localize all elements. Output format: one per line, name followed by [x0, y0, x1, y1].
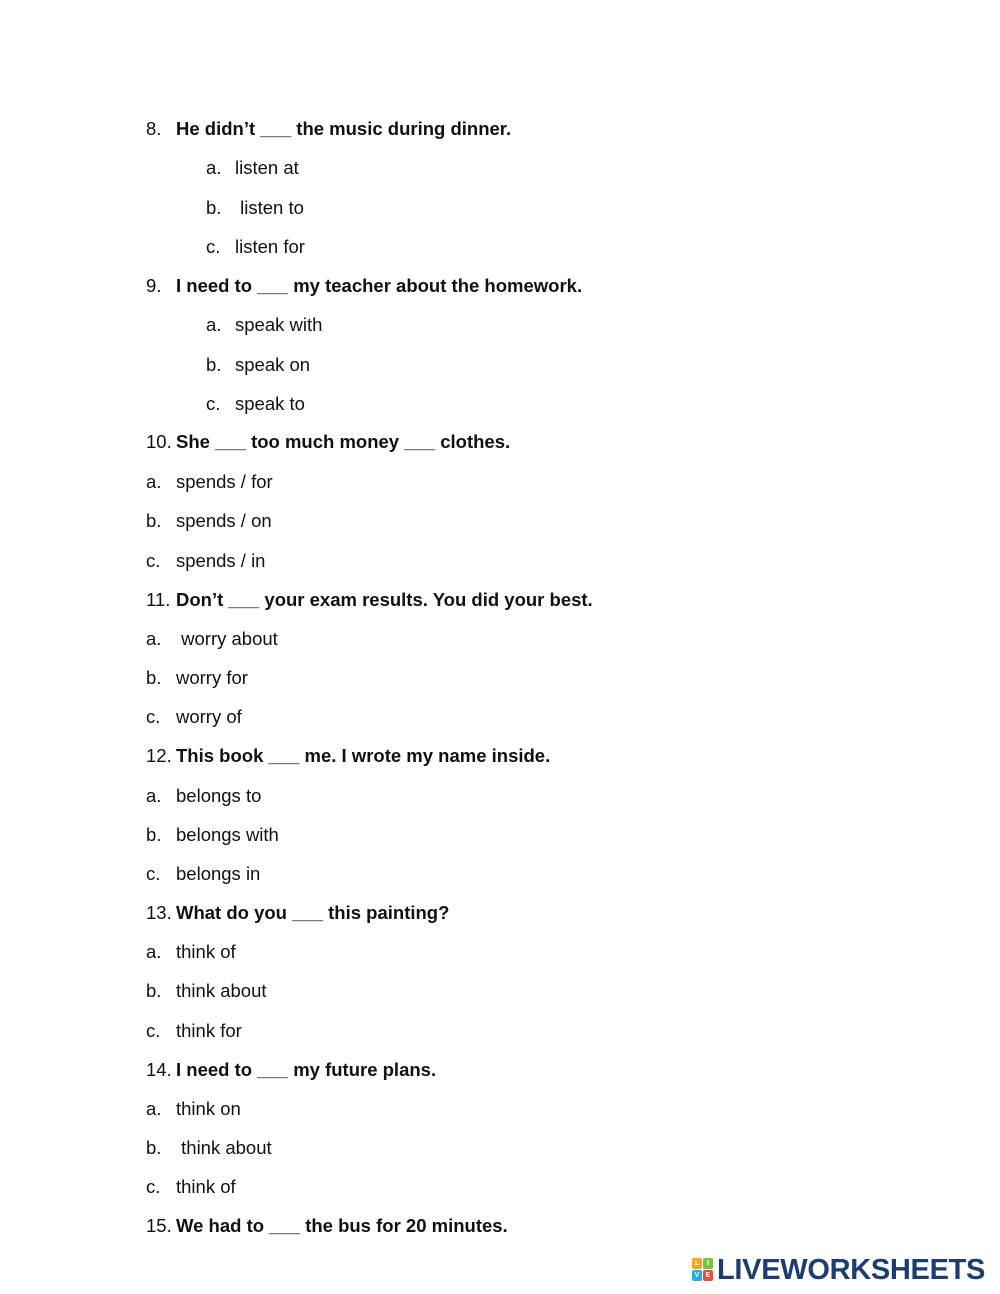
option-letter: c. — [206, 393, 221, 414]
option-text: think about — [176, 1137, 272, 1158]
question-15 — [146, 1215, 508, 1237]
question-text: I need to ___ my future plans. — [176, 1059, 437, 1080]
option-text: think on — [176, 1098, 241, 1119]
question-number: 10. — [146, 431, 172, 452]
option-14c[interactable] — [146, 1176, 236, 1198]
option-letter: c. — [146, 1020, 161, 1041]
question-number: 9. — [146, 275, 162, 296]
option-11c[interactable] — [146, 706, 242, 728]
option-text: think of — [176, 941, 236, 962]
option-text: belongs to — [176, 785, 262, 806]
option-text: listen for — [235, 236, 305, 257]
option-10b[interactable] — [146, 510, 272, 532]
option-text: worry of — [176, 706, 242, 727]
question-9 — [146, 275, 583, 297]
logo-tile-l: L — [692, 1258, 702, 1269]
option-letter: a. — [206, 314, 222, 335]
question-number: 13. — [146, 902, 172, 923]
option-text: think of — [176, 1176, 236, 1197]
question-13 — [146, 902, 450, 924]
logo-tile-e: E — [703, 1270, 713, 1281]
option-9b[interactable] — [206, 354, 311, 376]
option-12b[interactable] — [146, 824, 279, 846]
question-number: 15. — [146, 1215, 172, 1236]
liveworksheets-logo-icon — [692, 1258, 714, 1282]
option-letter: b. — [146, 824, 162, 845]
question-text: We had to ___ the bus for 20 minutes. — [176, 1215, 508, 1236]
question-text: This book ___ me. I wrote my name inside. — [176, 745, 551, 766]
option-11b[interactable] — [146, 667, 248, 689]
question-text: She ___ too much money ___ clothes. — [176, 431, 511, 452]
question-text: He didn’t ___ the music during dinner. — [176, 118, 512, 139]
option-letter: b. — [146, 667, 162, 688]
question-number: 14. — [146, 1059, 172, 1080]
question-14 — [146, 1059, 437, 1081]
option-letter: c. — [206, 236, 221, 257]
question-number: 8. — [146, 118, 162, 139]
option-text: belongs with — [176, 824, 279, 845]
option-8b[interactable] — [206, 197, 304, 219]
option-letter: c. — [146, 550, 161, 571]
option-letter: b. — [146, 1137, 162, 1158]
option-12c[interactable] — [146, 863, 261, 885]
option-14b[interactable] — [146, 1137, 272, 1159]
option-8a[interactable] — [206, 157, 299, 179]
option-letter: a. — [146, 628, 162, 649]
option-13a[interactable] — [146, 941, 236, 963]
option-letter: b. — [146, 980, 162, 1001]
question-8 — [146, 118, 512, 140]
option-text: spends / for — [176, 471, 273, 492]
question-number: 12. — [146, 745, 172, 766]
option-text: listen at — [235, 157, 299, 178]
option-letter: b. — [146, 510, 162, 531]
liveworksheets-logo[interactable] — [692, 1254, 985, 1286]
option-11a[interactable] — [146, 628, 278, 650]
option-8c[interactable] — [206, 236, 305, 258]
option-text: speak to — [235, 393, 305, 414]
option-letter: a. — [146, 941, 162, 962]
option-text: speak on — [235, 354, 311, 375]
option-10a[interactable] — [146, 471, 273, 493]
option-10c[interactable] — [146, 550, 266, 572]
option-13b[interactable] — [146, 980, 267, 1002]
question-number: 11. — [146, 589, 171, 610]
option-9c[interactable] — [206, 393, 305, 415]
question-text: Don’t ___ your exam results. You did your best. — [176, 589, 593, 610]
option-13c[interactable] — [146, 1020, 242, 1042]
option-text: think about — [176, 980, 267, 1001]
logo-text: LIVEWORKSHEETS — [717, 1254, 986, 1286]
option-text: spends / in — [176, 550, 266, 571]
option-letter: a. — [146, 1098, 162, 1119]
option-letter: a. — [146, 471, 162, 492]
option-letter: b. — [206, 197, 222, 218]
logo-tile-v: V — [692, 1270, 702, 1281]
option-letter: a. — [146, 785, 162, 806]
question-text: I need to ___ my teacher about the homework. — [176, 275, 583, 296]
option-9a[interactable] — [206, 314, 323, 336]
question-10 — [146, 431, 511, 453]
option-text: listen to — [235, 197, 304, 218]
option-text: spends / on — [176, 510, 272, 531]
option-letter: b. — [206, 354, 222, 375]
option-text: worry about — [176, 628, 278, 649]
option-text: speak with — [235, 314, 323, 335]
option-14a[interactable] — [146, 1098, 241, 1120]
option-text: think for — [176, 1020, 242, 1041]
option-text: worry for — [176, 667, 248, 688]
logo-tile-i: I — [703, 1258, 713, 1269]
question-text: What do you ___ this painting? — [176, 902, 450, 923]
option-letter: c. — [146, 706, 161, 727]
option-text: belongs in — [176, 863, 261, 884]
question-11 — [146, 589, 593, 611]
option-letter: c. — [146, 863, 161, 884]
option-letter: c. — [146, 1176, 161, 1197]
question-12 — [146, 745, 551, 767]
option-letter: a. — [206, 157, 222, 178]
option-12a[interactable] — [146, 785, 262, 807]
